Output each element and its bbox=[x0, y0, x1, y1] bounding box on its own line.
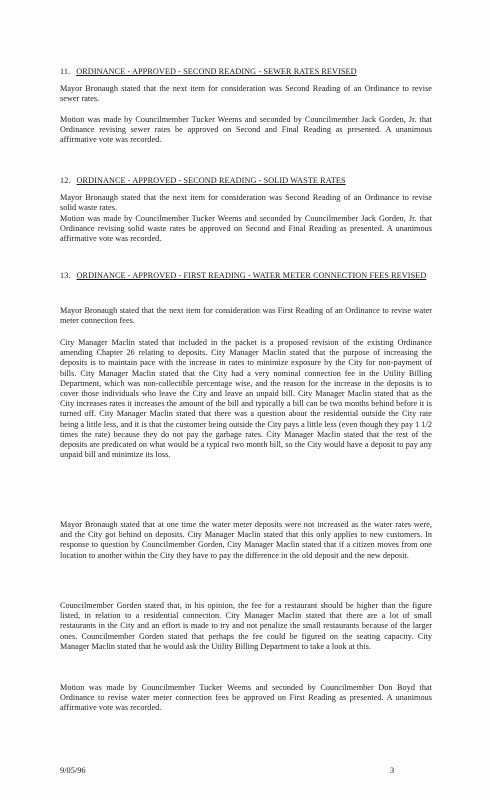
paragraph: City Manager Maclin stated that included in the packet is a proposed revision of the existing Ordinance amending Chapter 26 relating to deposits. City Manager Maclin stated that the purpose of increasing the deposits is to maintain pace with the increase in rates to minimize exposure by the City for non-payment of bills. City Manager Maclin stated that the City had a very nominal connection fee in the Utility Billing Department, which was non-collectible percentage wise, and the reason for the increase in the deposits is to cover those individuals who leave the City and leave an unpaid bill. City Manager Maclin stated that as the City increases rates it increases the amount of the bill and typically a bill can be two months behind before it is turned off. City Manager Maclin stated that there was a question about the residential outside the City rate being a little less, and it is that the customer being outside the City pays a little less (even though they pay 1 1/2 times the rate) because they do not pay the garbage rates. City Manager Maclin stated that the rest of the deposits are predicated on what would be a typical two month bill, so the City would have a deposit to pay any unpaid bill and minimize its loss. bbox=[60, 338, 432, 460]
paragraph: Motion was made by Councilmember Tucker Weems and seconded by Councilmember Jack Gorden, Jr. that Ordinance revising sewer rates be approved on Second and Final Reading as presented. A unanimous affirmative vote was recorded. bbox=[60, 115, 432, 145]
paragraph: Motion was made by Councilmember Tucker Weems and seconded by Councilmember Don Boyd that Ordinance to revise water meter connection fees be approved on First Reading as presented. A unanimous affirmative vote was recorded. bbox=[60, 683, 432, 713]
section-number: 12. bbox=[60, 176, 71, 185]
section-heading-part-a: ORDINANCE - APPROVED - bbox=[76, 67, 184, 76]
paragraph: Mayor Bronaugh stated that the next item for consideration was First Reading of an Ordinance to revise water meter connection fees. bbox=[60, 306, 432, 326]
section-heading-part-b: SECOND READING - SEWER RATES REVISED bbox=[183, 67, 357, 76]
page-number: 3 bbox=[390, 766, 395, 775]
section-heading-part-a: ORDINANCE - APPROVED - bbox=[76, 176, 184, 185]
section-12-heading bbox=[60, 175, 432, 186]
footer-date: 9/05/96 bbox=[60, 766, 86, 775]
paragraph: Motion was made by Councilmember Tucker Weems and seconded by Councilmember Jack Gorden, Jr. that Ordinance revising solid waste rates be approved on Second and Final Reading as presented. A unanimous affirmative vote was recorded. bbox=[60, 214, 432, 244]
paragraph: Mayor Bronaugh stated that the next item for consideration was Second Reading of an Ordinance to revise solid waste rates. bbox=[60, 193, 432, 213]
paragraph: Mayor Bronaugh stated that the next item for consideration was Second Reading of an Ordinance to revise sewer rates. bbox=[60, 84, 432, 104]
paragraph: Councilmember Gorden stated that, in his opinion, the fee for a restaurant should be higher than the figure listed, in relation to a residential connection. City Manager Maclin stated that there are a lot of small restaurants in the City and an effort is made to try and not penalize the small restaurants because of the larger ones. Councilmember Gorden stated that perhaps the fee could be figured on the seating capacity. City Manager Maclin stated that he would ask the Utility Billing Department to take a look at this. bbox=[60, 601, 432, 651]
section-11-heading bbox=[60, 66, 432, 77]
section-number: 13. bbox=[60, 271, 71, 280]
section-heading-part-b: WATER METER CONNECTION FEES REVISED bbox=[252, 271, 427, 280]
section-number: 11. bbox=[60, 67, 71, 76]
section-heading-part-a: ORDINANCE - APPROVED - FIRST READING - bbox=[76, 271, 253, 280]
section-heading-part-b: SECOND READING - SOLID WASTE RATES bbox=[183, 176, 346, 185]
paragraph: Mayor Bronaugh stated that at one time the water meter deposits were not increased as the water rates were, and the City got behind on deposits. City Manager Maclin stated that this only applies to new customers. In response to question by Councilmember Gorden, City Manager Maclin stated that if a citizen moves from one location to another within the City they have to pay the difference in the old deposit and the new deposit. bbox=[60, 520, 432, 560]
section-13-heading bbox=[60, 270, 432, 281]
